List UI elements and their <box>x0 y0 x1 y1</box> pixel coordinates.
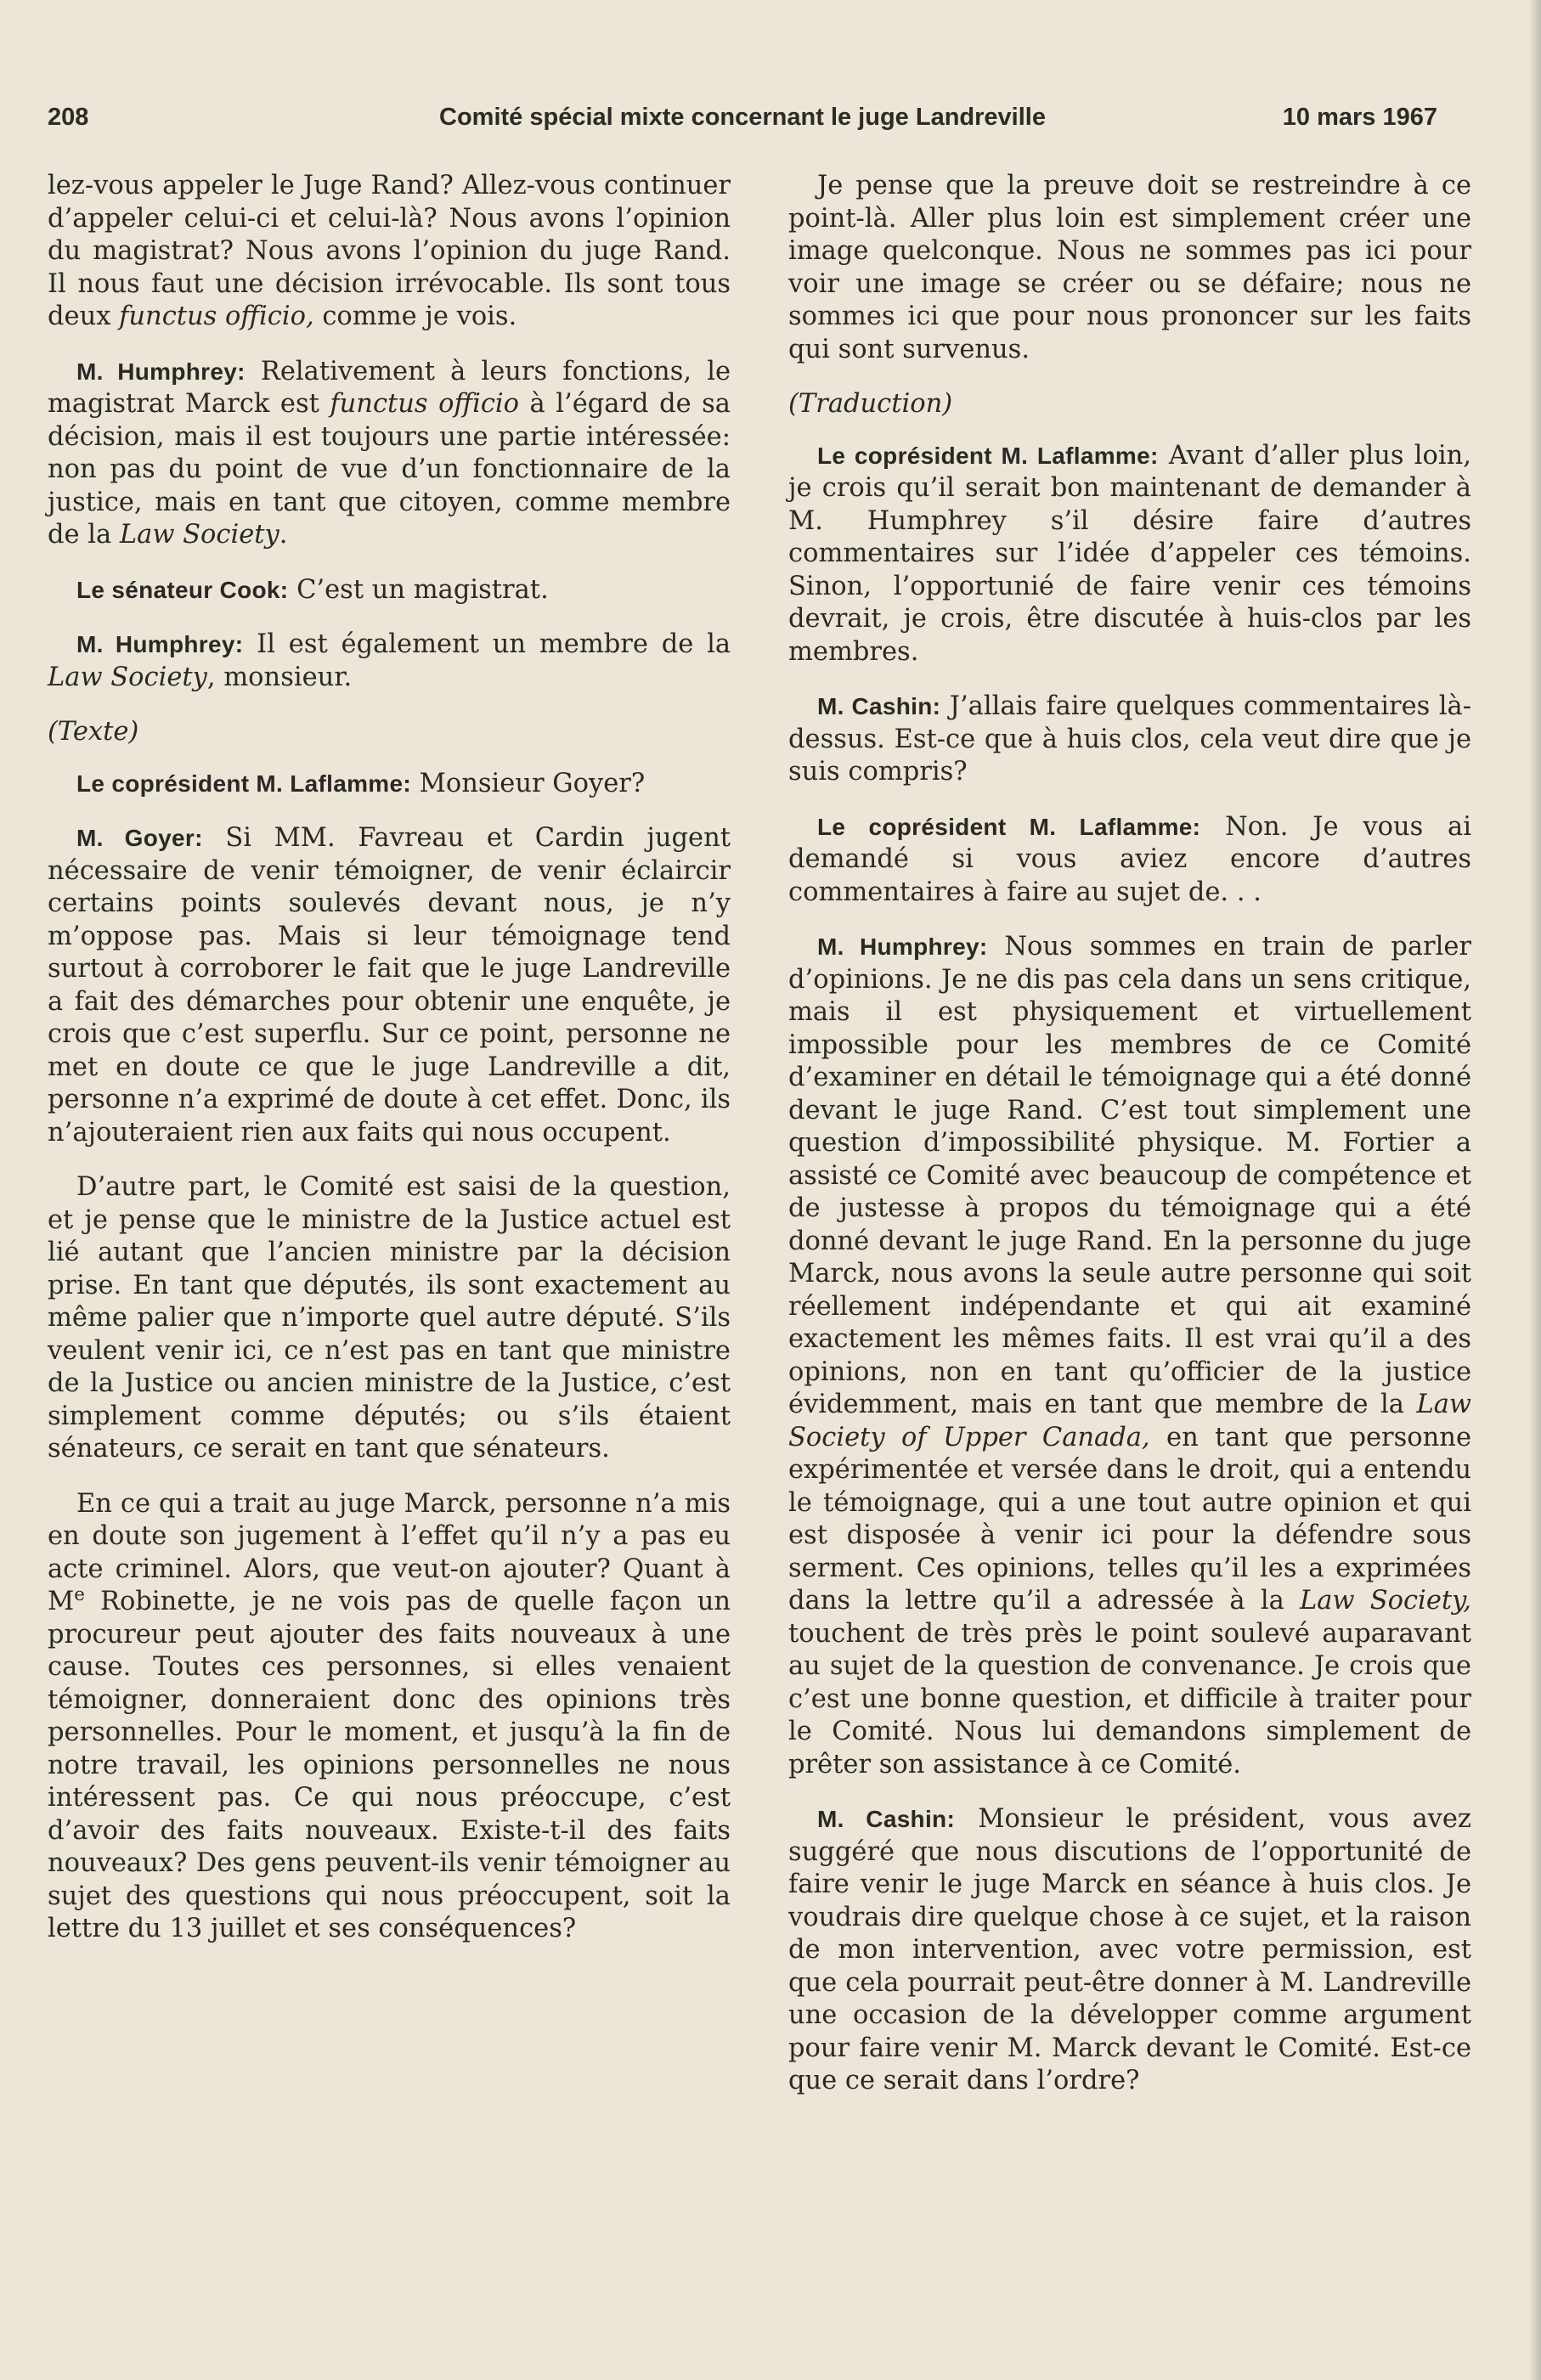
running-head <box>48 104 1437 143</box>
speaker-name: M. Humphrey: <box>76 358 246 385</box>
speaker-name: Le coprésident M. Laflamme: <box>817 442 1159 469</box>
paragraph: En ce qui a trait au juge Marck, personne n’a mis en doute son jugement à l’effet qu’il n’y a pas eu acte criminel. Alors, que veut-on ajouter? Quant à Me Robinette, je ne vois pas de quelle façon un procureur peut ajouter des faits nouveaux à une cause. Toutes ces personnes, si elles venaient témoigner, donneraient donc des opinions très personnelles. Pour le moment, et jusqu’à la fin de notre travail, les opinions personnelles ne nous intéressent pas. Ce qui nous préoccupe, c’est d’avoir des faits nouveaux. Existe-t-il des faits nouveaux? Des gens peuvent-ils venir témoigner au sujet des questions qui nous préoccupent, soit la lettre du 13 juillet et ses conséquences? <box>48 1488 731 1943</box>
latin-term: functus officio, <box>119 302 314 331</box>
paragraph: M. Cashin: J’allais faire quelques commentaires là-dessus. Est-ce que à huis clos, cela veut dire que je suis compris? <box>788 691 1471 787</box>
speaker-name: M. Humphrey: <box>817 933 988 960</box>
latin-term: functus officio <box>330 389 520 419</box>
right-column <box>788 170 1471 2120</box>
speaker-name: Le sénateur Cook: <box>76 576 289 603</box>
speaker-name: M. Cashin: <box>817 693 941 719</box>
speaker-name: M. Goyer: <box>76 825 203 851</box>
paragraph: M. Humphrey: Relativement à leurs fonctions, le magistrat Marck est functus officio à l’égard de sa décision, mais il est toujours une partie intéressée: non pas du point de vue d’un fonctionnaire de la justice, mais en tant que citoyen, comme membre de la Law Society. <box>48 356 731 550</box>
paragraph: lez-vous appeler le Juge Rand? Allez-vous continuer d’appeler celui-ci et celui-là? Nous avons l’opinion du magistrat? Nous avons l’opinion du juge Rand. Il nous faut une décision irrévocable. Ils sont tous deux functus officio, comme je vois. <box>48 171 731 331</box>
org-name: Law Society <box>48 662 207 692</box>
paragraph: M. Humphrey: Il est également un membre de la Law Society, monsieur. <box>48 629 731 692</box>
left-column <box>48 170 731 1968</box>
paragraph: D’autre part, le Comité est saisi de la question, et je pense que le ministre de la Justice actuel est lié autant que l’ancien ministre par la décision prise. En tant que députés, ils sont exactement au même palier que n’importe quel autre député. S’ils veulent venir ici, ce n’est pas en tant que ministre de la Justice ou ancien ministre de la Justice, c’est simplement comme députés; ou s’ils étaient sénateurs, ce serait en tant que sénateurs. <box>48 1172 731 1464</box>
paragraph: M. Cashin: Monsieur le président, vous avez suggéré que nous discutions de l’opportunité de faire venir le juge Marck en séance à huis clos. Je voudrais dire quelque chose à ce sujet, et la raison de mon intervention, avec votre permission, est que cela pourrait peut-être donner à M. Landreville une occasion de la développer comme argument pour faire venir M. Marck devant le Comité. Est-ce que ce serait dans l’ordre? <box>788 1804 1471 2095</box>
page-number: 208 <box>48 104 89 131</box>
page-edge-shadow <box>1529 0 1541 2380</box>
speaker-name: M. Cashin: <box>817 1806 956 1832</box>
running-title: Comité spécial mixte concernant le juge Landreville <box>439 104 1046 131</box>
paragraph: M. Goyer: Si MM. Favreau et Cardin jugent nécessaire de venir témoigner, de venir éclaircir certains points soulevés devant nous, je n’y m’oppose pas. Mais si leur témoignage tend surtout à corroborer le fait que le juge Landreville a fait des démarches pour obtenir une enquête, je crois que c’est superflu. Sur ce point, personne ne met en doute ce que le juge Landreville a dit, personne n’a exprimé de doute à cet effet. Donc, ils n’ajouteraient rien aux faits qui nous occupent. <box>48 823 731 1148</box>
org-name: Law Society <box>119 520 279 550</box>
paragraph: Le coprésident M. Laflamme: Avant d’aller plus loin, je crois qu’il serait bon maintenant de demander à M. Humphrey s’il désire faire d’autres commentaires sur l’idée d’appeler ces témoins. Sinon, l’opportunié de faire venir ces témoins devrait, je crois, être discutée à huis-clos par les membres. <box>788 440 1471 667</box>
paragraph: Le sénateur Cook: C’est un magistrat. <box>76 574 549 605</box>
paragraph: Le coprésident M. Laflamme: Monsieur Goyer? <box>76 768 646 798</box>
speaker-name: Le coprésident M. Laflamme: <box>76 770 411 797</box>
speaker-name: Le coprésident M. Laflamme: <box>817 813 1201 840</box>
paragraph: M. Humphrey: Nous sommes en train de parler d’opinions. Je ne dis pas cela dans un sens critique, mais il est physiquement et virtuellement impossible pour les membres de ce Comité d’examiner en détail le témoignage qui a été donné devant le juge Rand. C’est tout simplement une question d’impossibilité physique. M. Fortier a assisté ce Comité avec beaucoup de compétence et de justesse à propos du témoignage qui a été donné devant le juge Rand. En la personne du juge Marck, nous avons la seule autre personne qui soit réellement indépendante et qui ait examiné exactement les mêmes faits. Il est vrai qu’il a des opinions, non en tant qu’officier de la justice évidemment, mais en tant que membre de la Law Society of Upper Canada, en tant que personne expérimentée et versée dans le droit, qui a entendu le témoignage, qui a une tout autre opinion et qui est disposée à venir ici pour la défendre sous serment. Ces opinions, telles qu’il les a exprimées dans la lettre qu’il a adressée à la Law Society, touchent de très près le point soulevé auparavant au sujet de la question de convenance. Je crois que c’est une bonne question, et difficile à traiter pour le Comité. Nous lui demandons simplement de prêter son assistance à ce Comité. <box>788 932 1471 1779</box>
org-name: Law Society of Upper Canada, <box>788 1390 1471 1452</box>
speaker-name: M. Humphrey: <box>76 631 244 657</box>
language-marker: (Traduction) <box>788 389 953 419</box>
org-name: Law Society, <box>1299 1586 1471 1616</box>
running-date: 10 mars 1967 <box>1282 104 1437 131</box>
paragraph: Je pense que la preuve doit se restreindre à ce point-là. Aller plus loin est simplement créer une image quelconque. Nous ne sommes pas ici pour voir une image se créer ou se défaire; nous ne sommes ici que pour nous prononcer sur les faits qui sont survenus. <box>788 171 1471 364</box>
paragraph: Le coprésident M. Laflamme: Non. Je vous ai demandé si vous aviez encore d’autres commentaires à faire au sujet de. . . <box>788 811 1471 907</box>
language-marker: (Texte) <box>48 717 139 747</box>
